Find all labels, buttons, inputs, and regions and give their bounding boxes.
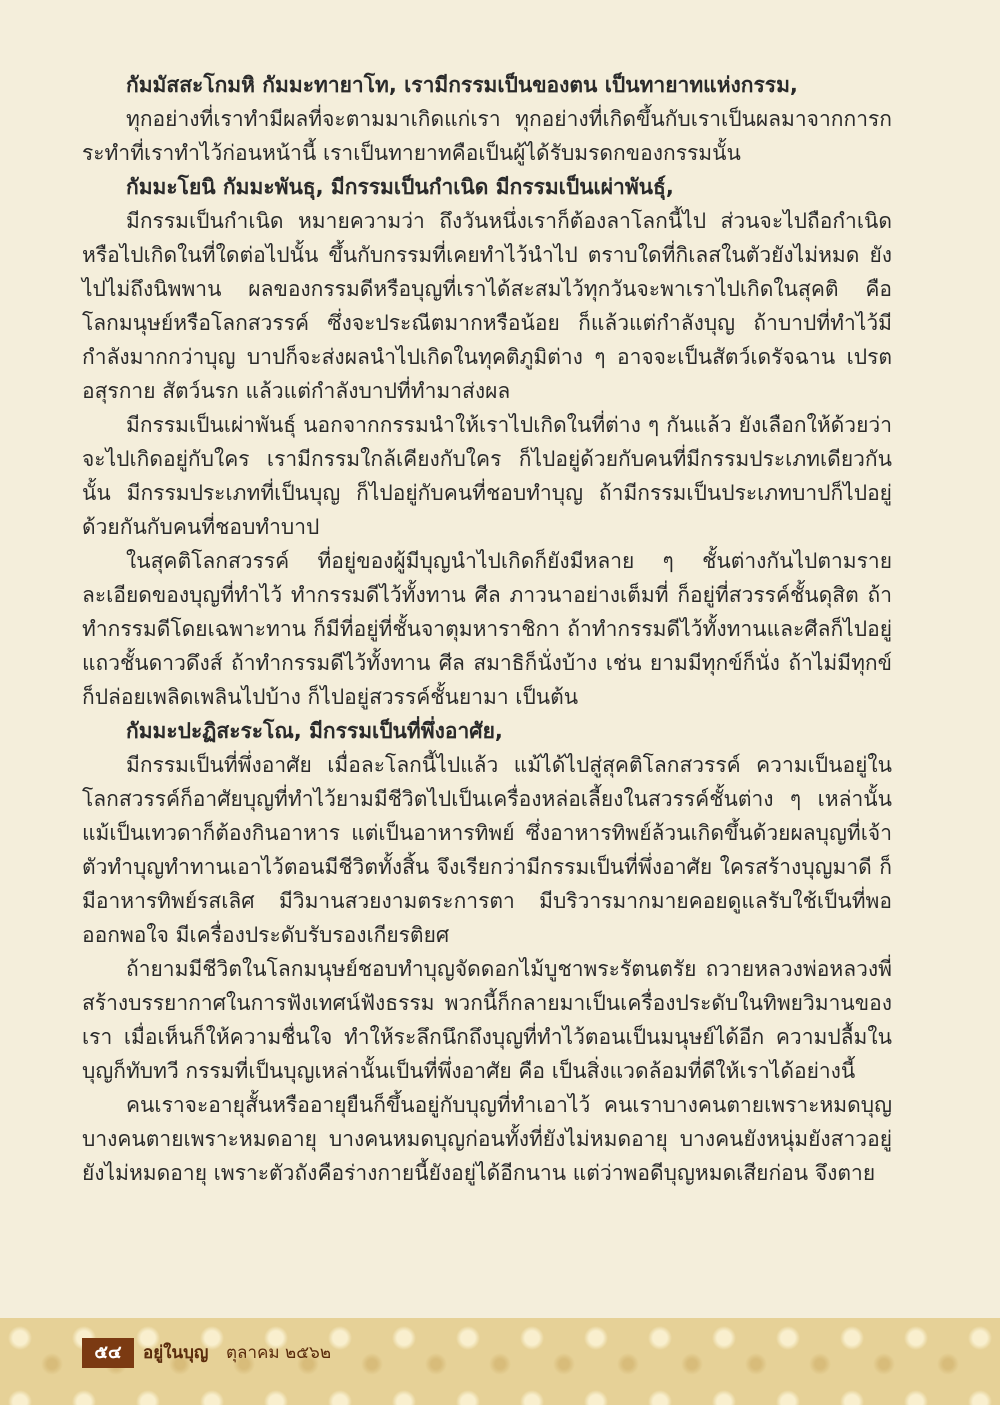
section-heading: กัมมัสสะโกมหิ กัมมะทายาโท, เรามีกรรมเป็นของตน เป็นทายาทแห่งกรรม, [126, 73, 798, 97]
magazine-title: อยู่ในบุญ [143, 1343, 209, 1363]
paragraph: มีกรรมเป็นที่พึ่งอาศัย เมื่อละโลกนี้ไปแล้ว แม้ได้ไปสู่สุคติโลกสวรรค์ ความเป็นอยู่ในโลกสวรรค์ก็อาศัยบุญที่ทำไว้ยามมีชีวิตไปเป็นเครื่องหล่อเลี้ยงในสวรรค์ชั้นต่าง ๆ เหล่านั้น แม้เป็นเทวดาก็ต้องกินอาหาร แต่เป็นอาหารทิพย์ ซึ่งอาหารทิพย์ล้วนเกิดขึ้นด้วยผลบุญที่เจ้าตัวทำบุญทำทานเอาไว้ตอนมีชีวิตทั้งสิ้น จึงเรียกว่ามีกรรมเป็นที่พึ่งอาศัย ใครสร้างบุญมาดี ก็มีอาหารทิพย์รสเลิศ มีวิมานสวยงามตระการตา มีบริวารมากมายคอยดูแลรับใช้เป็นที่พอออกพอใจ มีเครื่องประดับรับรองเกียรติยศ [82, 753, 892, 947]
paragraph: คนเราจะอายุสั้นหรืออายุยืนก็ขึ้นอยู่กับบุญที่ทำเอาไว้ คนเราบางคนตายเพราะหมดบุญบางคนตายเพราะหมดอายุ บางคนหมดบุญก่อนทั้งที่ยังไม่หมดอายุ บางคนยังหนุ่มยังสาวอยู่ยังไม่หมดอายุ เพราะตัวถังคือร่างกายนี้ยังอยู่ได้อีกนาน แต่ว่าพอดีบุญหมดเสียก่อน จึงตาย [82, 1093, 892, 1185]
paragraph: ทุกอย่างที่เราทำมีผลที่จะตามมาเกิดแก่เรา ทุกอย่างที่เกิดขึ้นกับเราเป็นผลมาจากการกระทำที่เราทำไว้ก่อนหน้านี้ เราเป็นทายาทคือเป็นผู้ได้รับมรดกของกรรมนั้น [82, 107, 892, 165]
section-heading: กัมมะโยนิ กัมมะพันธุ, มีกรรมเป็นกำเนิด มีกรรมเป็นเผ่าพันธุ์, [126, 175, 674, 199]
article-body [82, 68, 892, 1190]
paragraph: มีกรรมเป็นกำเนิด หมายความว่า ถึงวันหนึ่งเราก็ต้องลาโลกนี้ไป ส่วนจะไปถือกำเนิดหรือไปเกิดในที่ใดต่อไปนั้น ขึ้นกับกรรมที่เคยทำไว้นำไป ตราบใดที่กิเลสในตัวยังไม่หมด ยังไปไม่ถึงนิพพาน ผลของกรรมดีหรือบุญที่เราได้สะสมไว้ทุกวันจะพาเราไปเกิดในสุคติ คือ โลกมนุษย์หรือโลกสวรรค์ ซึ่งจะประณีตมากหรือน้อย ก็แล้วแต่กำลังบุญ ถ้าบาปที่ทำไว้มีกำลังมากกว่าบุญ บาปก็จะส่งผลนำไปเกิดในทุคติภูมิต่าง ๆ อาจจะเป็นสัตว์เดรัจฉาน เปรต อสุรกาย สัตว์นรก แล้วแต่กำลังบาปที่ทำมาส่งผล [82, 209, 892, 403]
page-number: ๕๔ [82, 1338, 134, 1368]
section-heading: กัมมะปะฏิสะระโณ, มีกรรมเป็นที่พึ่งอาศัย, [126, 719, 503, 743]
issue-date: ตุลาคม ๒๕๖๒ [226, 1343, 332, 1363]
paragraph: ถ้ายามมีชีวิตในโลกมนุษย์ชอบทำบุญจัดดอกไม้บูชาพระรัตนตรัย ถวายหลวงพ่อหลวงพี่สร้างบรรยากาศในการฟังเทศน์ฟังธรรม พวกนี้ก็กลายมาเป็นเครื่องประดับในทิพยวิมานของเรา เมื่อเห็นก็ให้ความชื่นใจ ทำให้ระลึกนึกถึงบุญที่ทำไว้ตอนเป็นมนุษย์ได้อีก ความปลื้มในบุญก็ทับทวี กรรมที่เป็นบุญเหล่านั้นเป็นที่พึ่งอาศัย คือ เป็นสิ่งแวดล้อมที่ดีให้เราได้อย่างนี้ [82, 957, 892, 1083]
paragraph: ในสุคติโลกสวรรค์ ที่อยู่ของผู้มีบุญนำไปเกิดก็ยังมีหลาย ๆ ชั้นต่างกันไปตามรายละเอียดของบุญที่ทำไว้ ทำกรรมดีไว้ทั้งทาน ศีล ภาวนาอย่างเต็มที่ ก็อยู่ที่สวรรค์ชั้นดุสิต ถ้าทำกรรมดีโดยเฉพาะทาน ก็มีที่อยู่ที่ชั้นจาตุมหาราชิกา ถ้าทำกรรมดีไว้ทั้งทานและศีลก็ไปอยู่แถวชั้นดาวดึงส์ ถ้าทำกรรมดีไว้ทั้งทาน ศีล สมาธิก็นั่งบ้าง เช่น ยามมีทุกข์ก็นั่ง ถ้าไม่มีทุกข์ก็ปล่อยเพลิดเพลินไปบ้าง ก็ไปอยู่สวรรค์ชั้นยามา เป็นต้น [82, 549, 892, 709]
paragraph: มีกรรมเป็นเผ่าพันธุ์ นอกจากกรรมนำให้เราไปเกิดในที่ต่าง ๆ กันแล้ว ยังเลือกให้ด้วยว่าจะไปเกิดอยู่กับใคร เรามีกรรมใกล้เคียงกับใคร ก็ไปอยู่ด้วยกับคนที่มีกรรมประเภทเดียวกันนั้น มีกรรมประเภทที่เป็นบุญ ก็ไปอยู่กับคนที่ชอบทำบุญ ถ้ามีกรรมเป็นประเภทบาปก็ไปอยู่ด้วยกันกับคนที่ชอบทำบาป [82, 413, 892, 539]
